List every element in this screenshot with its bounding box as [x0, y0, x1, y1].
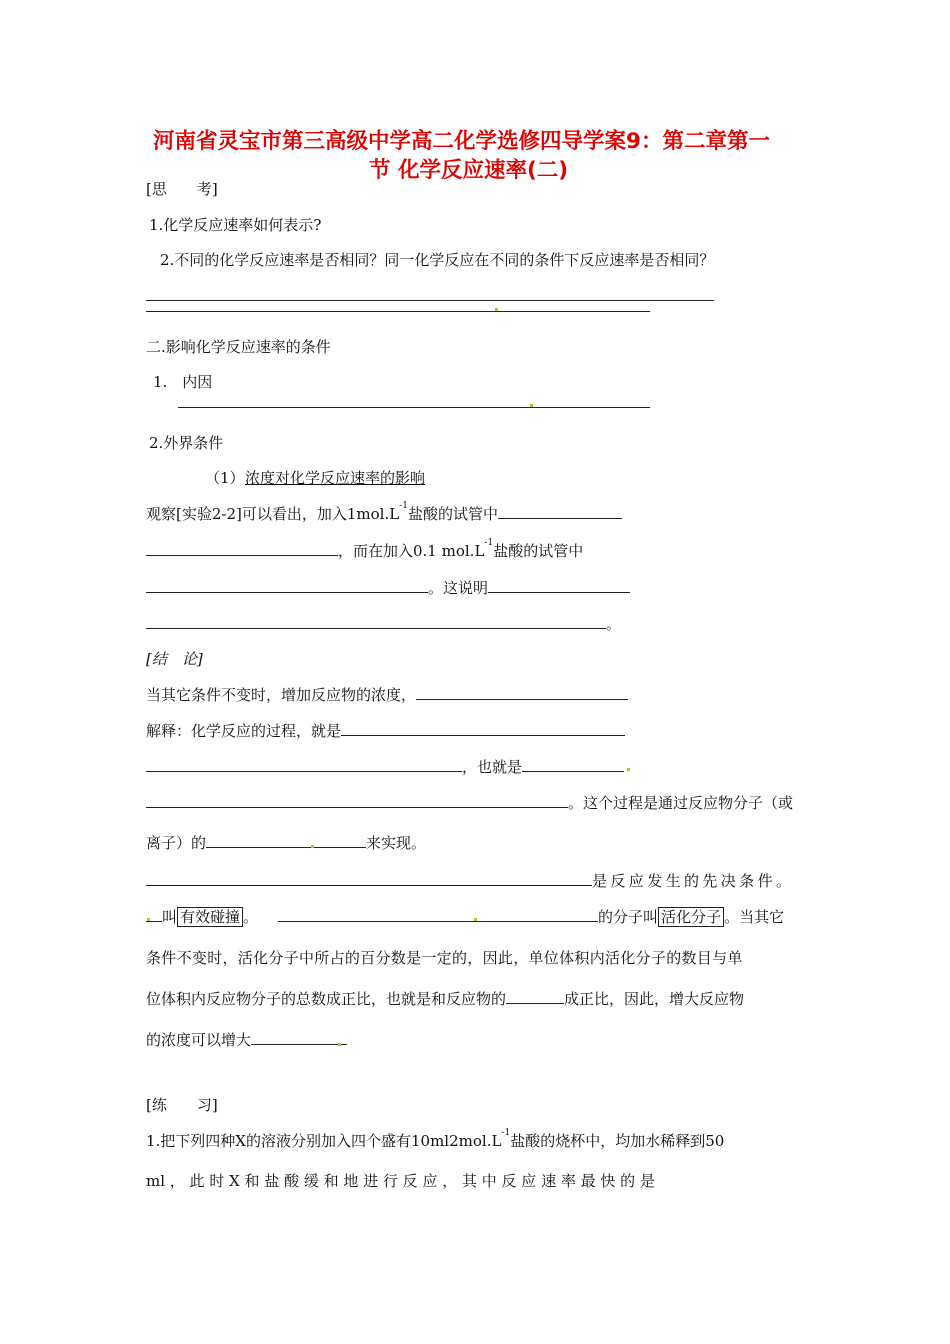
fill-blank — [146, 756, 462, 772]
answer-line — [146, 311, 650, 312]
explain-text: 解释：化学反应的过程，就是 — [146, 722, 342, 740]
fill-blank — [146, 870, 592, 886]
superscript: -1 — [399, 501, 408, 511]
fill-blank — [506, 988, 564, 1004]
paragraph-line-3 — [146, 1029, 347, 1050]
ion-text: 离子）的 — [146, 834, 207, 852]
effective-collision-term: 有效碰撞 — [177, 907, 243, 927]
para-text-c: 的浓度可以增大 — [146, 1031, 252, 1049]
marker-dot — [495, 308, 498, 311]
process-text: 。这个过程是通过反应物分子（或 — [568, 794, 794, 812]
precondition-text: 是反应发生的先决条件。 — [592, 872, 795, 890]
observe-period: 。 — [606, 615, 622, 633]
title-line-1: 河南省灵宝市第三高级中学高二化学选修四导学案9：第二章第一 — [153, 129, 770, 154]
practice-text-b: 盐酸的烧杯中，均加水稀释到50 — [510, 1132, 725, 1150]
marker-dot — [311, 845, 314, 848]
observe-line-3 — [146, 577, 630, 598]
also-text: ，也就是 — [462, 758, 523, 776]
title-line-2: 节 化学反应速率(二) — [369, 158, 569, 183]
fill-blank — [146, 540, 338, 556]
fill-blank — [146, 906, 162, 922]
realize-text: 来实现。 — [366, 834, 427, 852]
practice-q1-line-1 — [146, 1130, 724, 1151]
answer-line — [146, 300, 714, 301]
observe-text-b: 盐酸的试管中 — [407, 505, 498, 523]
factor-external: 2.外界条件 — [149, 434, 224, 452]
conclusion-line — [146, 684, 628, 705]
superscript: -1 — [484, 538, 494, 548]
marker-dot — [474, 918, 477, 921]
factor-internal: 1. 内因 — [153, 373, 213, 391]
observe-line-2 — [146, 540, 583, 561]
marker-dot — [530, 404, 533, 407]
explain-line-3 — [146, 792, 793, 813]
answer-line — [178, 407, 650, 408]
sub-factor-title: 浓度对化学反应速率的影响 — [245, 469, 426, 487]
para-text-a: 位体积内反应物分子的总数成正比，也就是和反应物的 — [146, 990, 507, 1008]
paragraph-line-2 — [146, 988, 744, 1009]
fill-blank — [522, 756, 624, 772]
explain-line-4 — [146, 832, 426, 853]
question-2: 2.不同的化学反应速率是否相同？同一化学反应在不同的条件下反应速率是否相同？ — [160, 251, 715, 269]
fill-blank — [251, 1029, 347, 1045]
fill-blank — [416, 684, 628, 700]
activated-molecule-term: 活化分子 — [658, 907, 724, 927]
question-1: 1.化学反应速率如何表示? — [149, 216, 322, 234]
observe-text-a: 观察[实验2-2]可以看出，加入1mol.L — [146, 505, 400, 523]
explain-line-2 — [146, 756, 624, 777]
factors-heading: 二.影响化学反应速率的条件 — [146, 338, 331, 356]
conclusion-text: 当其它条件不变时，增加反应物的浓度， — [146, 686, 417, 704]
sub-factor-number: （1） — [205, 469, 245, 487]
fill-blank — [146, 613, 606, 629]
observe-line-1 — [146, 503, 622, 524]
explain-line-1 — [146, 720, 625, 741]
para-text-b: 成正比，因此，增大反应物 — [564, 990, 745, 1008]
collision-line — [146, 906, 784, 927]
observe-text-c: ，而在加入0.1 mol.L — [338, 542, 485, 560]
practice-heading: [练 习] — [146, 1096, 218, 1114]
fill-blank — [206, 832, 366, 848]
observe-text-d: 盐酸的试管中 — [493, 542, 584, 560]
practice-text-a: 1.把下列四种X的溶液分别加入四个盛有10ml2mol.L — [146, 1132, 502, 1150]
precondition-line — [146, 870, 794, 891]
conclusion-heading: [结 论] — [146, 650, 203, 668]
fill-blank — [341, 720, 625, 736]
fill-blank — [146, 577, 428, 593]
practice-q1-line-2: ml ， 此 时 X 和 盐 酸 缓 和 地 进 行 反 应 ， 其 中 反 应 速 率 最 快 的 是 — [146, 1172, 655, 1190]
paragraph-line-1: 条件不变时，活化分子中所占的百分数是一定的，因此，单位体积内活化分子的数目与单 — [146, 949, 743, 967]
observe-text-e: 。这说明 — [428, 579, 489, 597]
fill-blank — [146, 792, 568, 808]
when-other-text: 。当其它 — [724, 908, 785, 926]
superscript: -1 — [501, 1128, 511, 1138]
called-text: 叫 — [162, 908, 178, 926]
think-heading: [思 考] — [146, 180, 218, 198]
marker-dot — [627, 768, 630, 771]
period-text: 。 — [243, 908, 259, 926]
observe-line-4 — [146, 613, 621, 634]
fill-blank — [488, 577, 630, 593]
fill-blank — [498, 503, 622, 519]
fill-blank — [278, 906, 598, 922]
marker-dot — [338, 1043, 341, 1046]
molecule-called-text: 的分子叫 — [598, 908, 659, 926]
